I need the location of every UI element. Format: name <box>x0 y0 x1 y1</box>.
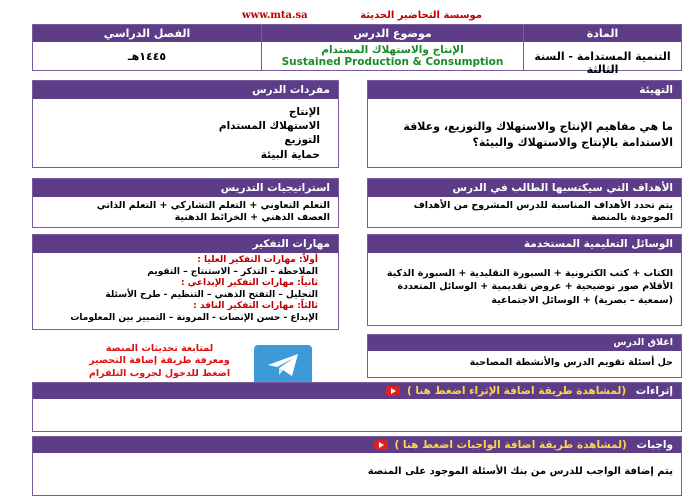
intro-section <box>367 80 682 168</box>
vocab-title: مفردات الدرس <box>33 81 338 99</box>
vocab-item: حماية البيئة <box>260 148 320 161</box>
homework-title: واجبات <box>636 439 673 451</box>
thinking-heading: ثانياً: مهارات التفكير الإبداعي : <box>181 278 318 289</box>
intro-text: ما هي مفاهيم الإنتاج والاستهلاك والتوزيع، وعلاقة الاستدامة بالإنتاج والاستهلاك والبيئة؟ <box>403 120 673 149</box>
youtube-icon[interactable] <box>386 386 400 396</box>
thinking-line: الإبداع - حسن الإنصات - المرونة – التمييز بين المعلومات <box>70 312 318 323</box>
media-line: (سمعية – بصرية) + الوسائل الاجتماعية <box>491 294 673 306</box>
thinking-section <box>32 234 339 330</box>
vocab-item: الإنتاج <box>288 106 320 118</box>
subject-value: التنمية المستدامة - السنة الثالثة <box>534 50 671 76</box>
enrichment-section <box>32 382 682 432</box>
strategies-section <box>32 178 339 228</box>
lesson-plan-page <box>32 0 682 500</box>
semester-label: الفصل الدراسي <box>33 25 261 42</box>
goals-section <box>367 178 682 228</box>
vocab-item: التوزيع <box>284 134 320 147</box>
media-text <box>368 253 681 313</box>
media-section <box>367 234 682 326</box>
topic-value-en: Sustained Production & Consumption <box>281 56 504 68</box>
telegram-button[interactable] <box>254 345 312 385</box>
promo-line: لمتابعة تحديثات المنصة <box>105 343 214 354</box>
enrichment-link-text[interactable]: (لمشاهدة طريقة اضافة الإثراء اضغط هنا ) <box>406 385 627 397</box>
vocab-section <box>32 80 339 168</box>
media-line: الكتاب + كتب الكترونية + السبورة التقليدية + السبورة الذكية <box>386 268 673 279</box>
homework-section <box>32 436 682 496</box>
goals-title: الأهداف التي سيكتسبها الطالب في الدرس <box>368 179 681 197</box>
thinking-line: التحليل – التفتح الذهني – التنظيم - طرح الأسئلة <box>105 289 318 300</box>
promo-line: ومعرفة طريقة إضافة التحضير <box>89 355 230 367</box>
enrichment-link[interactable] <box>383 385 626 397</box>
homework-link[interactable] <box>371 439 627 451</box>
topic-label: موضوع الدرس <box>262 25 523 42</box>
homework-text: يتم إضافة الواجب للدرس من بنك الأسئلة الموجود على المنصة <box>367 466 673 477</box>
closing-title: اغلاق الدرس <box>368 335 681 351</box>
site-url[interactable]: www.mta.sa <box>242 10 308 21</box>
closing-text: حل أسئلة تقويم الدرس والأنشطة المصاحبة <box>469 357 673 368</box>
closing-section <box>367 334 682 378</box>
topic-column <box>261 25 523 70</box>
vocab-list <box>33 99 338 168</box>
vocab-item: الاستهلاك المستدام <box>218 120 320 133</box>
media-title: الوسائل التعليمية المستخدمة <box>368 235 681 253</box>
thinking-heading: ثالثاً: مهارات التفكير الناقد : <box>193 301 318 312</box>
thinking-heading: أولاً: مهارات التفكير العليا : <box>197 255 318 265</box>
thinking-title: مهارات التفكير <box>33 235 338 253</box>
enrichment-header <box>33 383 681 399</box>
thinking-line: الملاحظة – التذكر – الاستنتاج – التقويم <box>147 266 318 277</box>
homework-link-text[interactable]: (لمشاهدة طريقة اضافة الواجبات اضغط هنا ) <box>394 439 627 451</box>
subject-column <box>523 25 681 76</box>
telegram-icon <box>254 345 312 385</box>
thinking-text <box>33 253 338 330</box>
homework-header <box>33 437 681 453</box>
header-table <box>32 24 682 76</box>
telegram-promo-text[interactable] <box>82 343 237 380</box>
intro-title: التهيئة <box>368 81 681 99</box>
enrichment-title: إثراءات <box>635 385 673 397</box>
strategies-line: التعلم التعاوني + التعلم التشاركي + التعلم الذاتي <box>96 200 330 211</box>
goals-text: يتم تحدد الأهداف المناسبة للدرس المشروح من الأهداف الموجودة بالمنصة <box>413 200 673 224</box>
promo-line: اضغط للدخول لجروب التلقرام <box>88 367 231 379</box>
youtube-icon[interactable] <box>374 440 388 450</box>
semester-column <box>33 25 261 70</box>
strategies-line: العصف الذهني + الخرائط الذهنية <box>174 212 330 224</box>
topic-value-ar: الإنتاج والاستهلاك المستدام <box>321 44 464 56</box>
strategies-text <box>33 197 338 231</box>
media-line: الأقلام صور توضيحية + عروض تقديمية + الوسائل المتعددة <box>397 281 673 293</box>
institution-name: موسسة التحاضير الحديثة <box>360 10 482 21</box>
subject-label: المادة <box>524 25 681 42</box>
strategies-title: استراتيجيات التدريس <box>33 179 338 197</box>
semester-value: ١٤٤٥هـ <box>127 50 167 63</box>
